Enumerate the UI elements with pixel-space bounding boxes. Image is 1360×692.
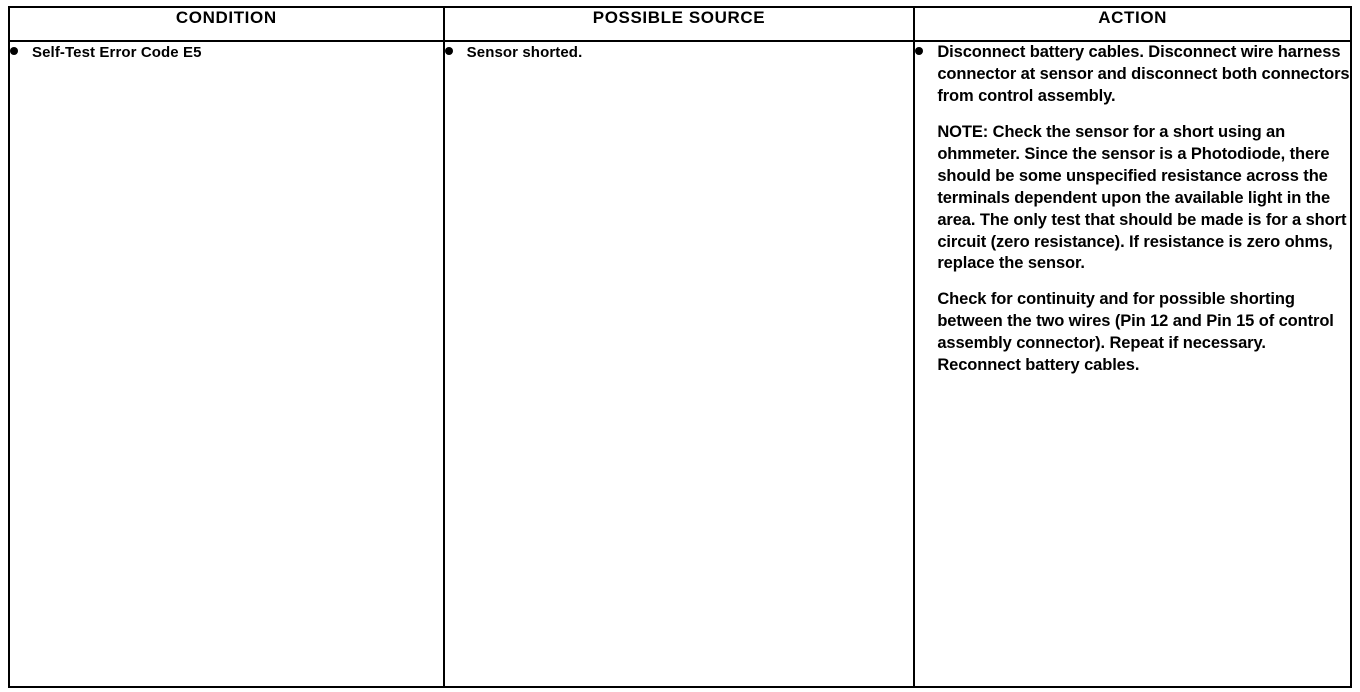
- condition-bullet-item: [10, 42, 443, 63]
- bullet-point-icon: [10, 42, 32, 58]
- table-body: [9, 41, 1351, 687]
- column-header-condition: CONDITION: [9, 7, 444, 41]
- bullet-point-icon: [445, 42, 467, 58]
- action-primary-text: Disconnect battery cables. Disconnect wire harness connector at sensor and disconnect both connectors from control assembly.: [937, 43, 1350, 105]
- troubleshooting-table: [8, 6, 1352, 688]
- condition-text: Self-Test Error Code E5: [32, 44, 202, 61]
- action-continuity-paragraph: Check for continuity and for possible shorting between the two wires (Pin 12 and Pin 15 of control assembly connector). Repeat if necessary. Reconnect battery cables.: [937, 290, 1334, 375]
- table-header-row: [9, 7, 1351, 41]
- column-header-possible-source: POSSIBLE SOURCE: [444, 7, 915, 41]
- cell-condition: [9, 41, 444, 687]
- possible-source-text: Sensor shorted.: [466, 44, 583, 61]
- action-bullet-item: [915, 42, 1350, 108]
- table-header: [9, 7, 1351, 41]
- cell-action: [914, 41, 1351, 687]
- column-header-action: ACTION: [914, 7, 1351, 41]
- action-note-paragraph: NOTE: Check the sensor for a short using an ohmmeter. Since the sensor is a Photodiode, there should be some unspecified resistance across the terminals dependent upon the available light in the area. The only test that should be made is for a short circuit (zero resistance). If resistance is zero ohms, replace the sensor.: [937, 122, 1347, 273]
- source-bullet-item: [445, 42, 914, 63]
- cell-possible-source: [444, 41, 915, 687]
- table-row: [9, 41, 1351, 687]
- bullet-point-icon: [915, 42, 937, 58]
